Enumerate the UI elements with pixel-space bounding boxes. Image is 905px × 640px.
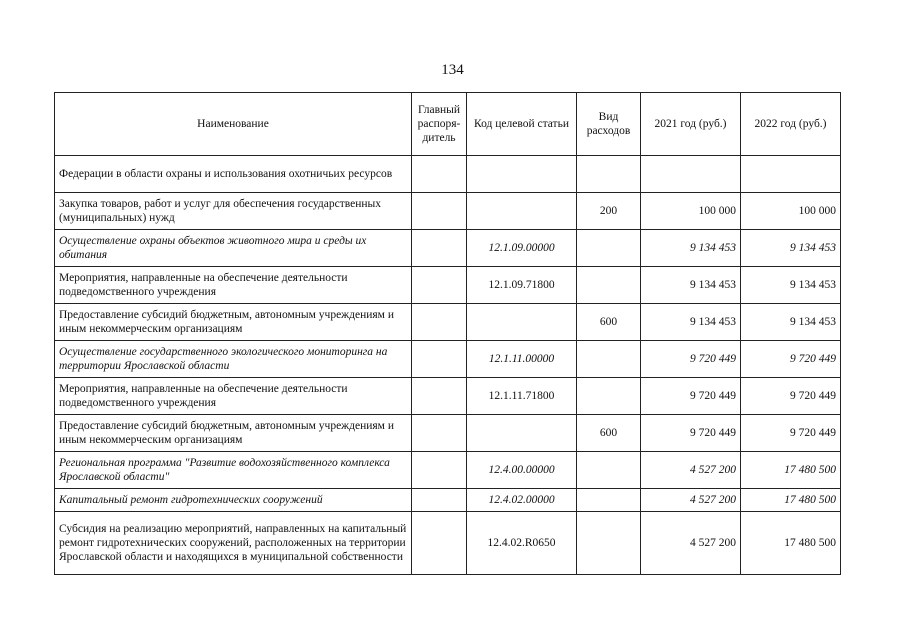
table-row <box>55 193 841 230</box>
row-type <box>577 230 641 267</box>
row-name: Предоставление субсидий бюджетным, автономным учреждениям и иным некоммерческим организациям <box>55 304 412 341</box>
row-2021: 4 527 200 <box>641 452 741 489</box>
header-type: Вид расходов <box>577 93 641 156</box>
row-name: Федерации в области охраны и использования охотничьих ресурсов <box>55 156 412 193</box>
row-type <box>577 489 641 512</box>
row-2022: 9 134 453 <box>741 230 841 267</box>
budget-table <box>54 92 841 575</box>
row-2022: 17 480 500 <box>741 512 841 575</box>
row-name: Мероприятия, направленные на обеспечение деятельности подведомственного учреждения <box>55 267 412 304</box>
table-row <box>55 415 841 452</box>
row-2022: 9 134 453 <box>741 267 841 304</box>
row-name: Предоставление субсидий бюджетным, автономным учреждениям и иным некоммерческим организациям <box>55 415 412 452</box>
row-type <box>577 156 641 193</box>
row-name: Региональная программа "Развитие водохозяйственного комплекса Ярославской области" <box>55 452 412 489</box>
row-2021 <box>641 156 741 193</box>
row-name: Осуществление охраны объектов животного мира и среды их обитания <box>55 230 412 267</box>
row-distributor <box>412 415 467 452</box>
row-type <box>577 452 641 489</box>
row-type <box>577 341 641 378</box>
row-2021: 9 720 449 <box>641 341 741 378</box>
row-distributor <box>412 378 467 415</box>
row-name: Капитальный ремонт гидротехнических сооружений <box>55 489 412 512</box>
row-distributor <box>412 512 467 575</box>
row-2021: 4 527 200 <box>641 512 741 575</box>
row-2022: 17 480 500 <box>741 452 841 489</box>
row-code: 12.1.09.71800 <box>467 267 577 304</box>
header-2022: 2022 год (руб.) <box>741 93 841 156</box>
header-distributor: Главный распоря- дитель <box>412 93 467 156</box>
row-distributor <box>412 452 467 489</box>
row-2021: 9 720 449 <box>641 378 741 415</box>
table-row <box>55 230 841 267</box>
row-distributor <box>412 489 467 512</box>
table-row <box>55 378 841 415</box>
row-2022: 9 720 449 <box>741 378 841 415</box>
row-2022: 17 480 500 <box>741 489 841 512</box>
row-distributor <box>412 193 467 230</box>
header-code: Код целевой статьи <box>467 93 577 156</box>
table-row <box>55 304 841 341</box>
table-row <box>55 341 841 378</box>
row-name: Мероприятия, направленные на обеспечение деятельности подведомственного учреждения <box>55 378 412 415</box>
row-2021: 100 000 <box>641 193 741 230</box>
row-distributor <box>412 267 467 304</box>
row-code: 12.4.00.00000 <box>467 452 577 489</box>
row-distributor <box>412 341 467 378</box>
table-row <box>55 156 841 193</box>
row-code <box>467 415 577 452</box>
row-2021: 9 134 453 <box>641 304 741 341</box>
row-type: 600 <box>577 415 641 452</box>
page-number: 134 <box>441 62 464 78</box>
row-2021: 9 134 453 <box>641 230 741 267</box>
row-2022: 9 134 453 <box>741 304 841 341</box>
table-row <box>55 267 841 304</box>
row-code <box>467 156 577 193</box>
row-name: Субсидия на реализацию мероприятий, направленных на капитальный ремонт гидротехнических сооружений, расположенных на территории Ярославской области и находящихся в муниципальной собственности <box>55 512 412 575</box>
table-row <box>55 512 841 575</box>
row-2021: 9 134 453 <box>641 267 741 304</box>
row-2022 <box>741 156 841 193</box>
table-header-row <box>55 93 841 156</box>
row-code <box>467 304 577 341</box>
row-2022: 9 720 449 <box>741 341 841 378</box>
row-code: 12.4.02.R0650 <box>467 512 577 575</box>
row-type <box>577 267 641 304</box>
row-2022: 100 000 <box>741 193 841 230</box>
table-row <box>55 452 841 489</box>
row-type: 200 <box>577 193 641 230</box>
row-2022: 9 720 449 <box>741 415 841 452</box>
row-2021: 9 720 449 <box>641 415 741 452</box>
row-distributor <box>412 304 467 341</box>
row-name: Осуществление государственного экологического мониторинга на территории Ярославской области <box>55 341 412 378</box>
row-code <box>467 193 577 230</box>
row-code: 12.1.11.71800 <box>467 378 577 415</box>
row-code: 12.4.02.00000 <box>467 489 577 512</box>
table-row <box>55 489 841 512</box>
row-type: 600 <box>577 304 641 341</box>
row-code: 12.1.11.00000 <box>467 341 577 378</box>
row-type <box>577 378 641 415</box>
row-type <box>577 512 641 575</box>
row-2021: 4 527 200 <box>641 489 741 512</box>
row-code: 12.1.09.00000 <box>467 230 577 267</box>
row-distributor <box>412 156 467 193</box>
header-name: Наименование <box>55 93 412 156</box>
row-distributor <box>412 230 467 267</box>
row-name: Закупка товаров, работ и услуг для обеспечения государственных (муниципальных) нужд <box>55 193 412 230</box>
header-2021: 2021 год (руб.) <box>641 93 741 156</box>
